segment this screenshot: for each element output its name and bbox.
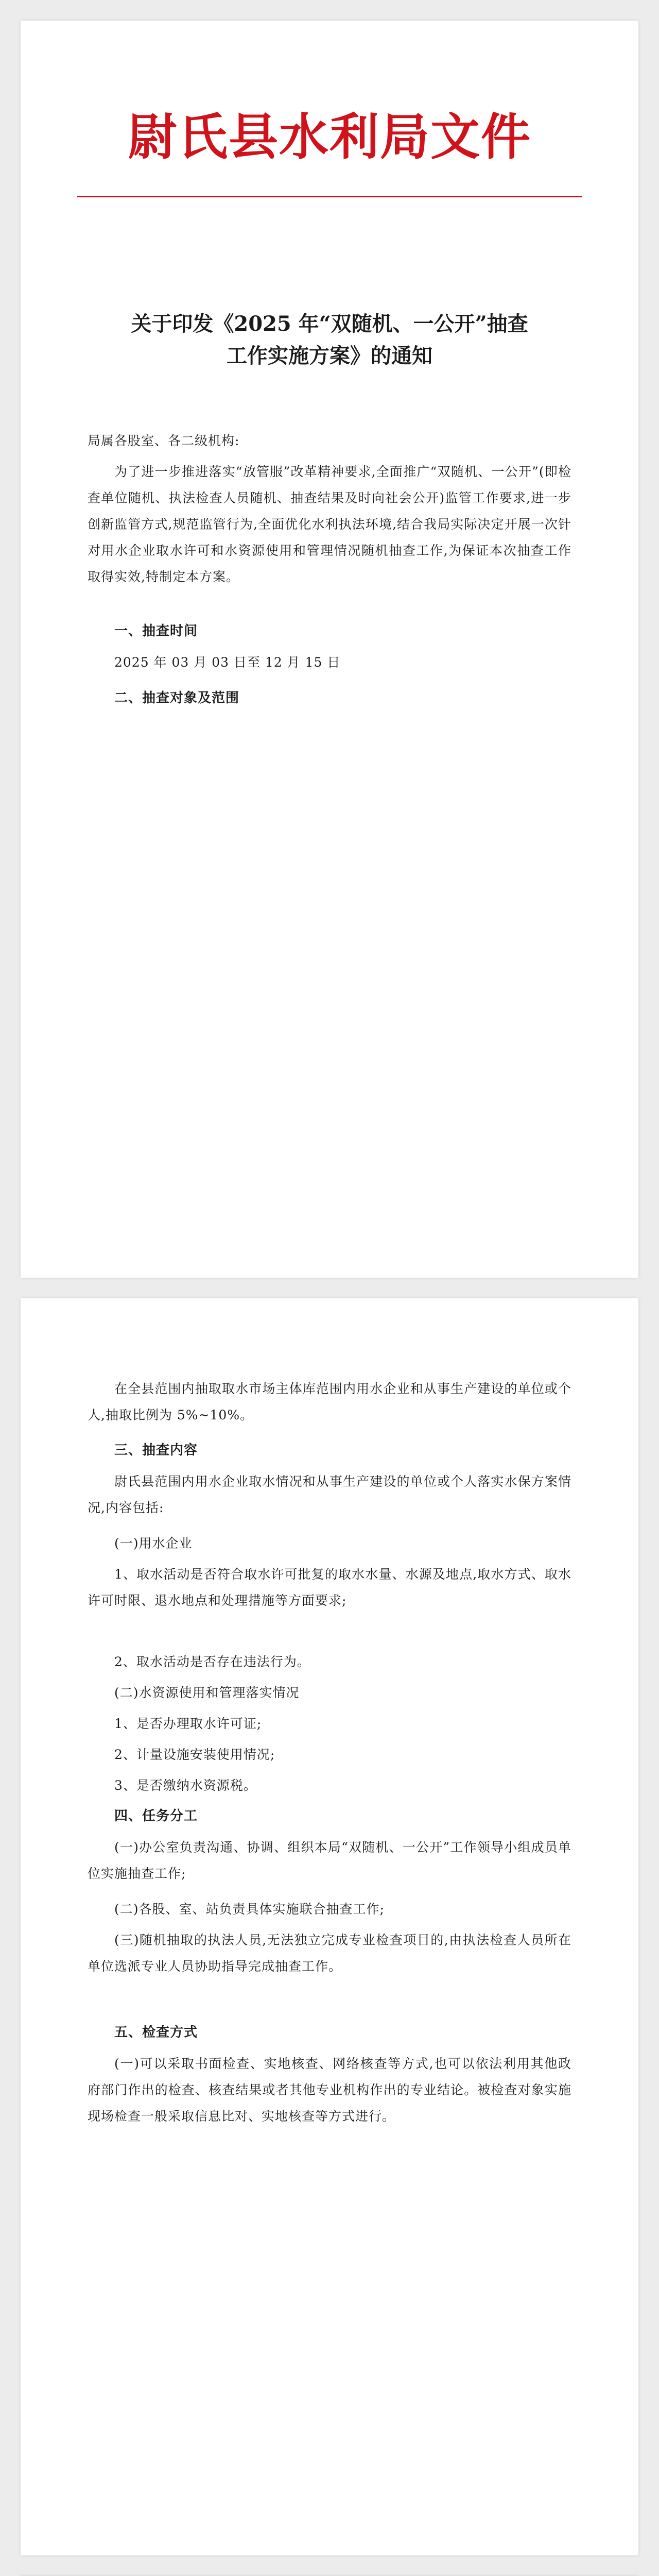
intro-paragraph: 为了进一步推进落实“放管服”改革精神要求,全面推广“双随机、一公开”(即检查单位随机、执法检查人员随机、抽查结果及时向社会公开)监管工作要求,进一步创新监管方式,规范监管行为,全面优化水利执法环境,结合我局实际决定开展一次针对用水企业取水许可和水资源使用和管理情况随机抽查工作,为保证本次抽查工作取得实效,特制定本方案。 <box>88 464 571 584</box>
section-4-p2: (二)各股、室、站负责具体实施联合抽查工作; <box>114 1902 385 1917</box>
section-heading-1: 一、抽查时间 <box>114 623 198 639</box>
section-3-item-2-2: 2、计量设施安装使用情况; <box>114 1747 275 1762</box>
section-5-p1: (一)可以采取书面检查、实地核查、网络核查等方式,也可以依法利用其他政府部门作出的检查、核查结果或者其他专业机构作出的专业结论。被检查对象实施现场检查一般采取信息比对、实地核查等方式进行。 <box>88 2056 571 2124</box>
section-4-p1: (一)办公室负责沟通、协调、组织本局“双随机、一公开”工作领导小组成员单位实施抽查工作; <box>88 1840 571 1881</box>
document-page-1 <box>21 21 638 1278</box>
section-2-text: 在全县范围内抽取取水市场主体库范围内用水企业和从事生产建设的单位或个人,抽取比例为 5%~10%。 <box>88 1381 571 1422</box>
document-header-title: 尉氏县水利局文件 <box>128 108 531 166</box>
document-page-2 <box>21 1298 638 2555</box>
section-heading-3: 三、抽查内容 <box>114 1443 198 1458</box>
notice-title-line-1: 关于印发《2025 年“双随机、一公开”抽查 <box>131 312 528 336</box>
section-heading-2: 二、抽查对象及范围 <box>114 690 240 706</box>
notice-title-line-2: 工作实施方案》的通知 <box>227 344 432 368</box>
section-4-p3: (三)随机抽取的执法人员,无法独立完成专业检查项目的,由执法检查人员所在单位选派专业人员协助指导完成抽查工作。 <box>88 1933 571 1974</box>
salutation: 局属各股室、各二级机构: <box>88 433 240 448</box>
section-3-item-2: (二)水资源使用和管理落实情况 <box>114 1685 300 1700</box>
section-3-item-1-1: 1、取水活动是否符合取水许可批复的取水水量、水源及地点,取水方式、取水许可时限、退水地点和处理措施等方面要求; <box>88 1567 571 1608</box>
section-3-item-2-1: 1、是否办理取水许可证; <box>114 1716 262 1731</box>
header-red-rule <box>77 196 582 197</box>
section-3-item-1-2: 2、取水活动是否存在违法行为。 <box>114 1654 310 1669</box>
section-3-item-1: (一)用水企业 <box>114 1536 193 1551</box>
section-1-text: 2025 年 03 月 03 日至 12 月 15 日 <box>114 655 341 670</box>
section-3-item-2-3: 3、是否缴纳水资源税。 <box>114 1778 257 1793</box>
section-3-text: 尉氏县范围内用水企业取水情况和从事生产建设的单位或个人落实水保方案情况,内容包括: <box>88 1474 571 1515</box>
section-heading-5: 五、检查方式 <box>114 2025 198 2040</box>
section-heading-4: 四、任务分工 <box>114 1808 198 1824</box>
